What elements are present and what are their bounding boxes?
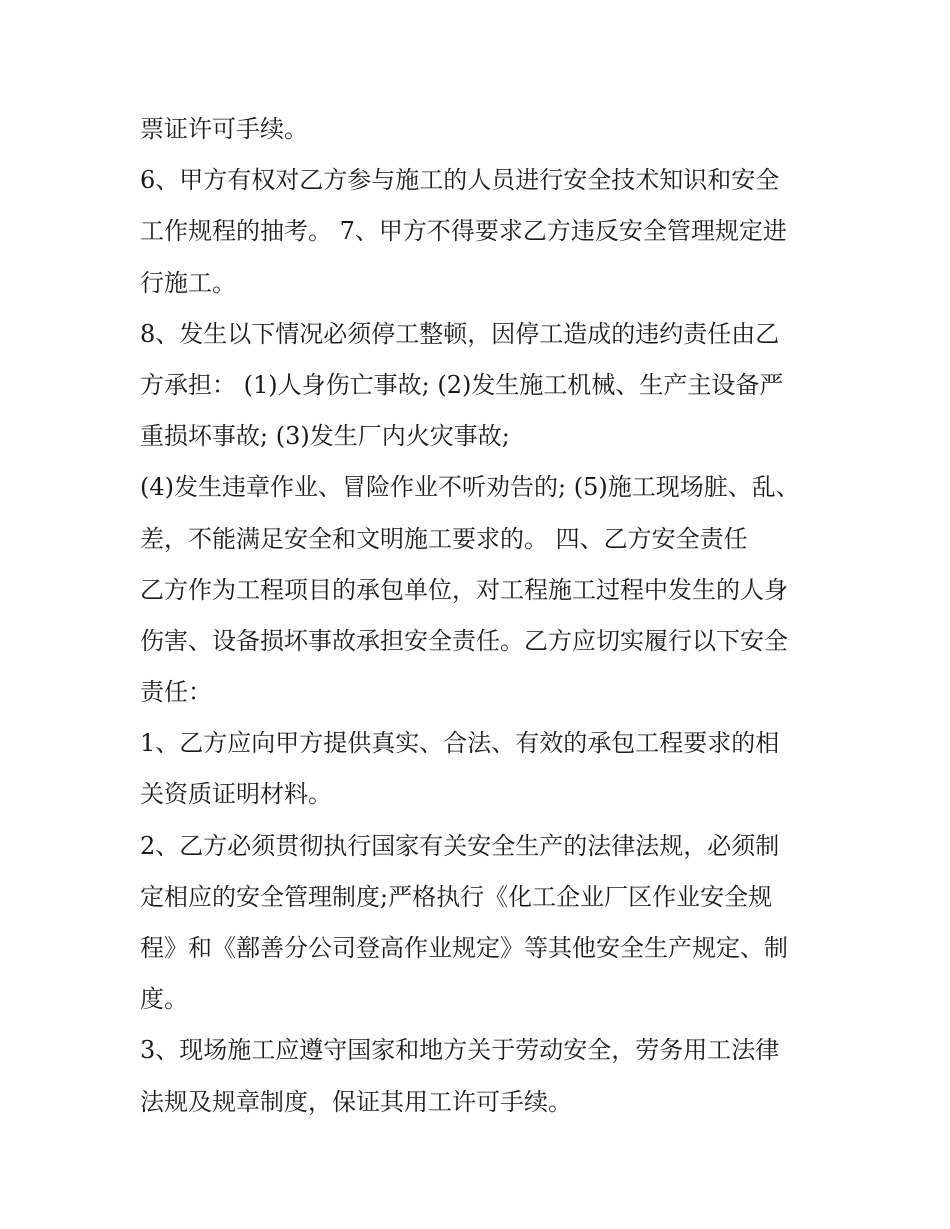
text-line: 行施工。 (140, 268, 236, 297)
text-line: 重损坏事故; (3)发生厂内火灾事故; (140, 422, 510, 451)
text-line: 方承担： (1)人身伤亡事故; (2)发生施工机械、生产主设备严 (140, 370, 784, 399)
text-line: 法规及规章制度，保证其用工许可手续。 (140, 1087, 572, 1116)
text-line: 责任： (140, 678, 212, 707)
text-line: 差，不能满足安全和文明施工要求的。 四、乙方安全责任 (140, 524, 748, 553)
text-line: 定相应的安全管理制度;严格执行《化工企业厂区作业安全规 (140, 882, 773, 911)
text-line: 8、发生以下情况必须停工整顿，因停工造成的违约责任由乙 (140, 319, 780, 348)
text-line: (4)发生违章作业、冒险作业不听劝告的; (5)施工现场脏、乱、 (140, 473, 800, 502)
text-line: 1、乙方应向甲方提供真实、合法、有效的承包工程要求的相 (140, 729, 780, 758)
text-line: 票证许可手续。 (140, 115, 308, 143)
text-line: 工作规程的抽考。 7、甲方不得要求乙方违反安全管理规定进 (140, 217, 787, 246)
text-line: 2、乙方必须贯彻执行国家有关安全生产的法律法规，必须制 (140, 831, 780, 860)
text-line: 乙方作为工程项目的承包单位，对工程施工过程中发生的人身 (140, 575, 788, 604)
text-line: 3、现场施工应遵守国家和地方关于劳动安全，劳务用工法律 (140, 1036, 780, 1065)
text-line: 6、甲方有权对乙方参与施工的人员进行安全技术知识和安全 (140, 166, 780, 195)
text-line: 伤害、设备损坏事故承担安全责任。乙方应切实履行以下安全 (140, 626, 788, 655)
text-line: 度。 (140, 985, 188, 1014)
document-body (140, 104, 830, 1128)
text-line: 程》和《鄯善分公司登高作业规定》等其他安全生产规定、制 (140, 934, 788, 962)
text-line: 关资质证明材料。 (140, 780, 332, 809)
